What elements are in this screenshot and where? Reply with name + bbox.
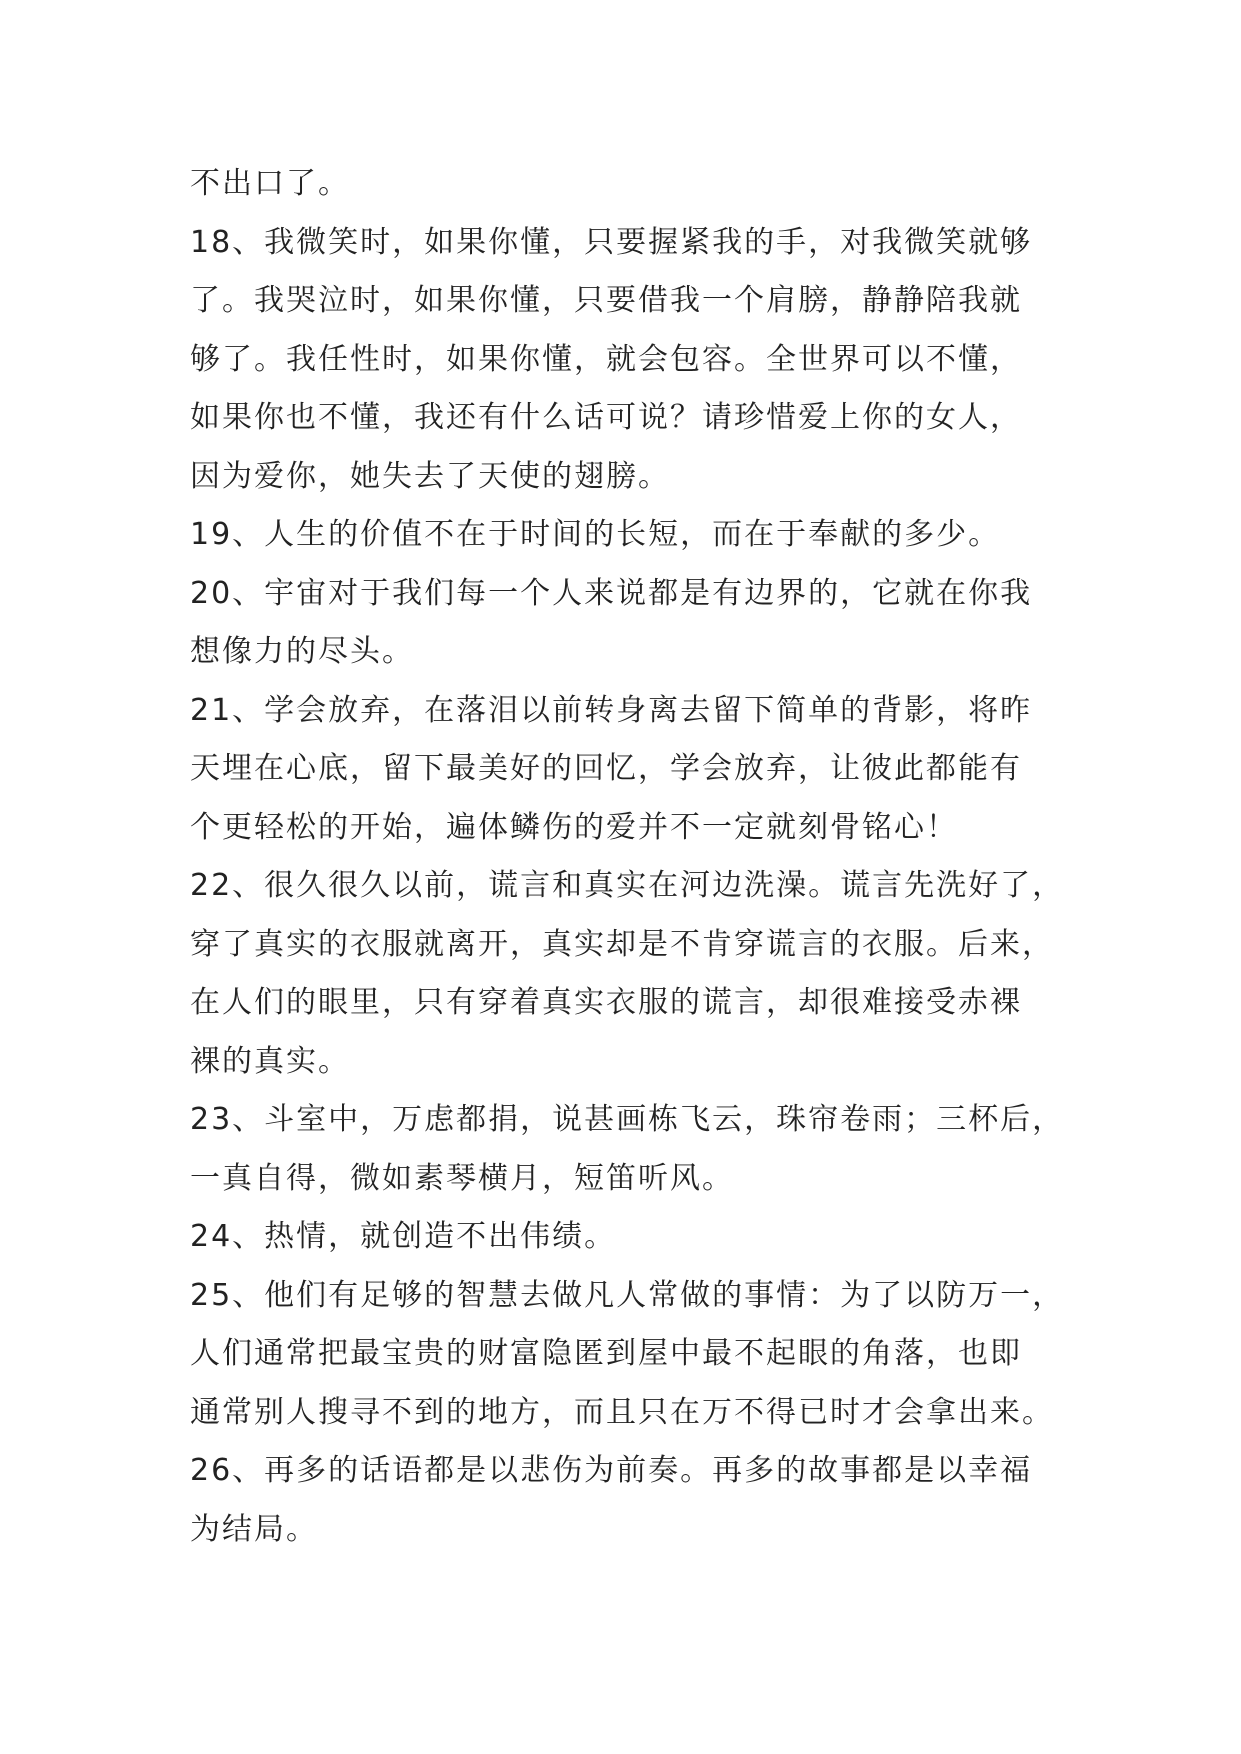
text-line: 不出口了。 — [190, 166, 350, 201]
text-line: 一真自得，微如素琴横月，短笛听风。 — [190, 1160, 734, 1196]
text-line: 18、我微笑时，如果你懂，只要握紧我的手，对我微笑就够 — [190, 224, 1033, 260]
document-body — [190, 155, 1070, 1559]
text-line: 个更轻松的开始，遍体鳞伤的爱并不一定就刻骨铭心！ — [190, 809, 958, 845]
text-line: 23、斗室中，万虑都捐，说甚画栋飞云，珠帘卷雨；三杯后， — [190, 1102, 1065, 1137]
text-line: 19、人生的价值不在于时间的长短，而在于奉献的多少。 — [190, 517, 1001, 552]
text-line: 为结局。 — [190, 1511, 318, 1547]
text-line: 人们通常把最宝贵的财富隐匿到屋中最不起眼的角落，也即 — [190, 1336, 1022, 1371]
text-line: 20、宇宙对于我们每一个人来说都是有边界的，它就在你我 — [190, 575, 1033, 611]
text-line: 21、学会放弃，在落泪以前转身离去留下简单的背影，将昨 — [190, 692, 1033, 728]
text-line: 如果你也不懂，我还有什么话可说？请珍惜爱上你的女人， — [190, 400, 1022, 435]
text-line: 够了。我任性时，如果你懂，就会包容。全世界可以不懂， — [190, 341, 1022, 377]
text-line: 25、他们有足够的智慧去做凡人常做的事情：为了以防万一， — [190, 1277, 1065, 1313]
text-line: 22、很久很久以前，谎言和真实在河边洗澡。谎言先洗好了， — [190, 868, 1065, 903]
text-line: 26、再多的话语都是以悲伤为前奏。再多的故事都是以幸福 — [190, 1453, 1033, 1488]
text-line: 穿了真实的衣服就离开，真实却是不肯穿谎言的衣服。后来， — [190, 926, 1054, 962]
text-line: 天埋在心底，留下最美好的回忆，学会放弃，让彼此都能有 — [190, 751, 1022, 786]
text-line: 了。我哭泣时，如果你懂，只要借我一个肩膀，静静陪我就 — [190, 283, 1022, 318]
text-line: 通常别人搜寻不到的地方，而且只在万不得已时才会拿出来。 — [190, 1394, 1054, 1430]
text-line: 裸的真实。 — [190, 1043, 350, 1079]
text-line: 因为爱你，她失去了天使的翅膀。 — [190, 458, 670, 494]
text-line: 想像力的尽头。 — [190, 634, 414, 669]
text-line: 24、热情，就创造不出伟绩。 — [190, 1219, 617, 1254]
text-line: 在人们的眼里，只有穿着真实衣服的谎言，却很难接受赤裸 — [190, 985, 1022, 1020]
